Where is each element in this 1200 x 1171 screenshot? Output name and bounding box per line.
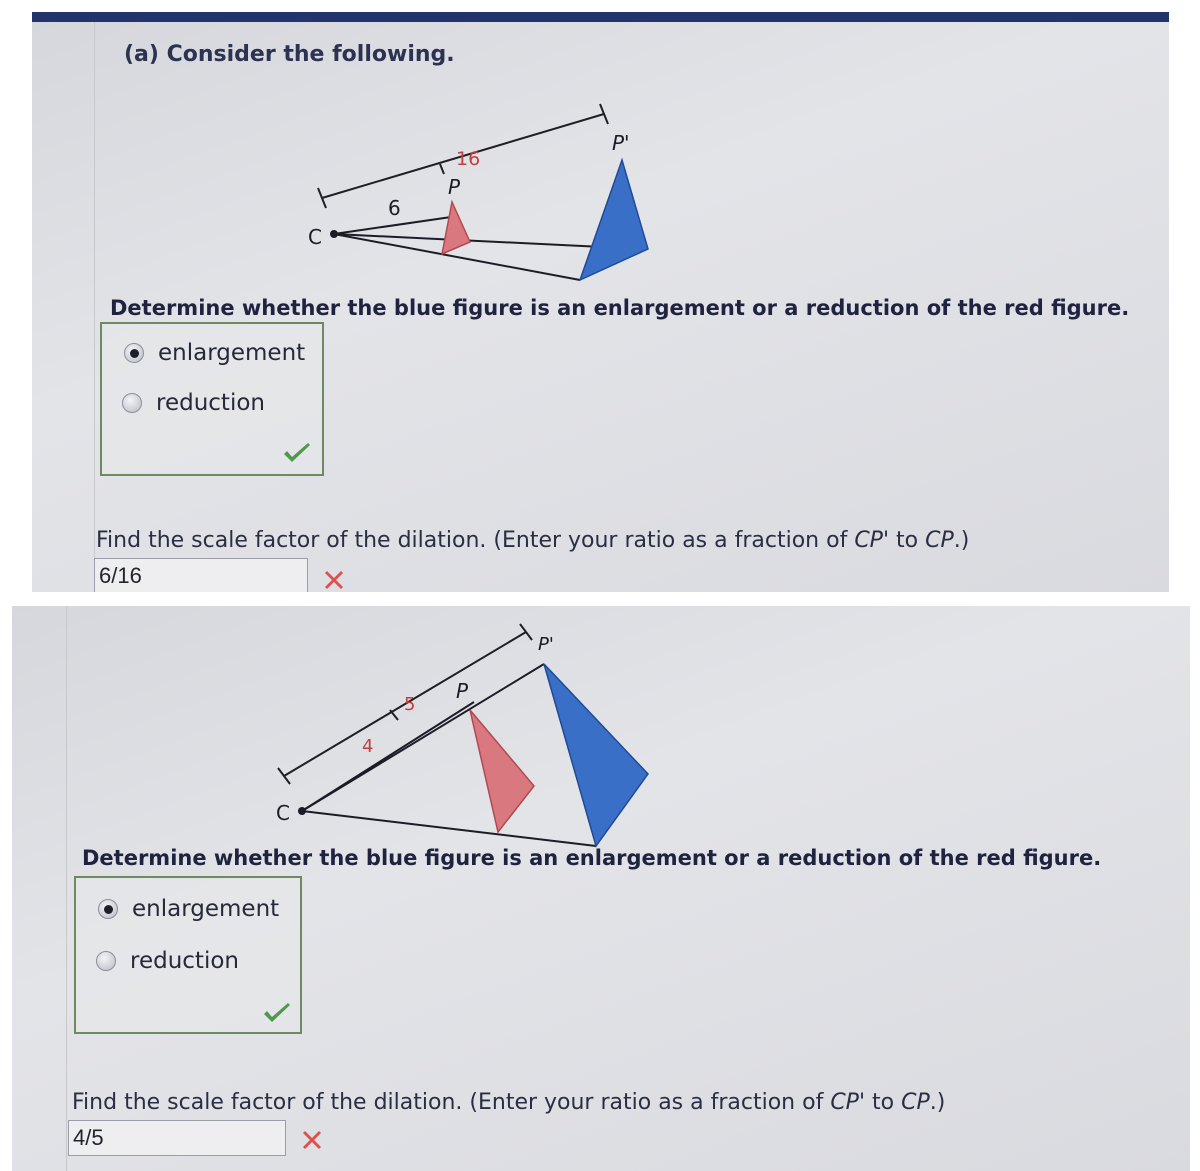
option-label: reduction (156, 390, 265, 416)
check-icon (282, 442, 312, 464)
question-text: Determine whether the blue figure is an enlargement or a reduction of the red figure. (110, 296, 1130, 320)
part-label: (a) Consider the following. (124, 42, 455, 67)
blue-triangle (544, 664, 648, 846)
check-icon (262, 1002, 292, 1024)
label-p: P (448, 175, 461, 199)
option-label: enlargement (132, 896, 280, 922)
length-pp-prime: 5 (404, 694, 416, 715)
length-cp-prime: 16 (456, 148, 481, 170)
option-reduction[interactable] (96, 948, 239, 974)
scale-factor-prompt: Find the scale factor of the dilation. (Enter your ratio as a fraction of CP' to CP.) (96, 528, 970, 553)
label-p-prime: P' (612, 131, 630, 155)
radio-icon[interactable] (124, 343, 144, 363)
label-p: P (456, 679, 469, 703)
x-icon (322, 568, 346, 592)
x-icon (300, 1128, 324, 1152)
red-triangle (470, 710, 534, 832)
question-text: Determine whether the blue figure is an enlargement or a reduction of the red figure. (82, 846, 1102, 870)
blue-triangle (580, 160, 648, 280)
label-c: C (308, 225, 322, 249)
option-enlargement[interactable] (98, 896, 279, 922)
radio-icon[interactable] (96, 951, 116, 971)
scale-factor-input[interactable]: 4/5 (68, 1120, 286, 1156)
answer-choices (74, 876, 302, 1034)
radio-icon[interactable] (122, 393, 142, 413)
center-point (330, 230, 338, 238)
option-reduction[interactable] (122, 390, 265, 416)
scale-factor-prompt: Find the scale factor of the dilation. (Enter your ratio as a fraction of CP' to CP.) (72, 1090, 946, 1115)
scale-factor-input[interactable]: 6/16 (94, 558, 308, 592)
radio-icon[interactable] (98, 899, 118, 919)
option-label: enlargement (158, 340, 306, 366)
center-point (298, 807, 306, 815)
option-label: reduction (130, 948, 239, 974)
length-cp: 6 (388, 196, 401, 220)
option-enlargement[interactable] (124, 340, 305, 366)
label-c: C (276, 801, 290, 825)
label-p-prime: P' (538, 634, 554, 655)
red-triangle (442, 202, 470, 254)
question-panel-a (32, 12, 1169, 592)
answer-choices (100, 322, 324, 476)
length-cp: 4 (362, 736, 374, 757)
question-panel-b (12, 606, 1190, 1171)
